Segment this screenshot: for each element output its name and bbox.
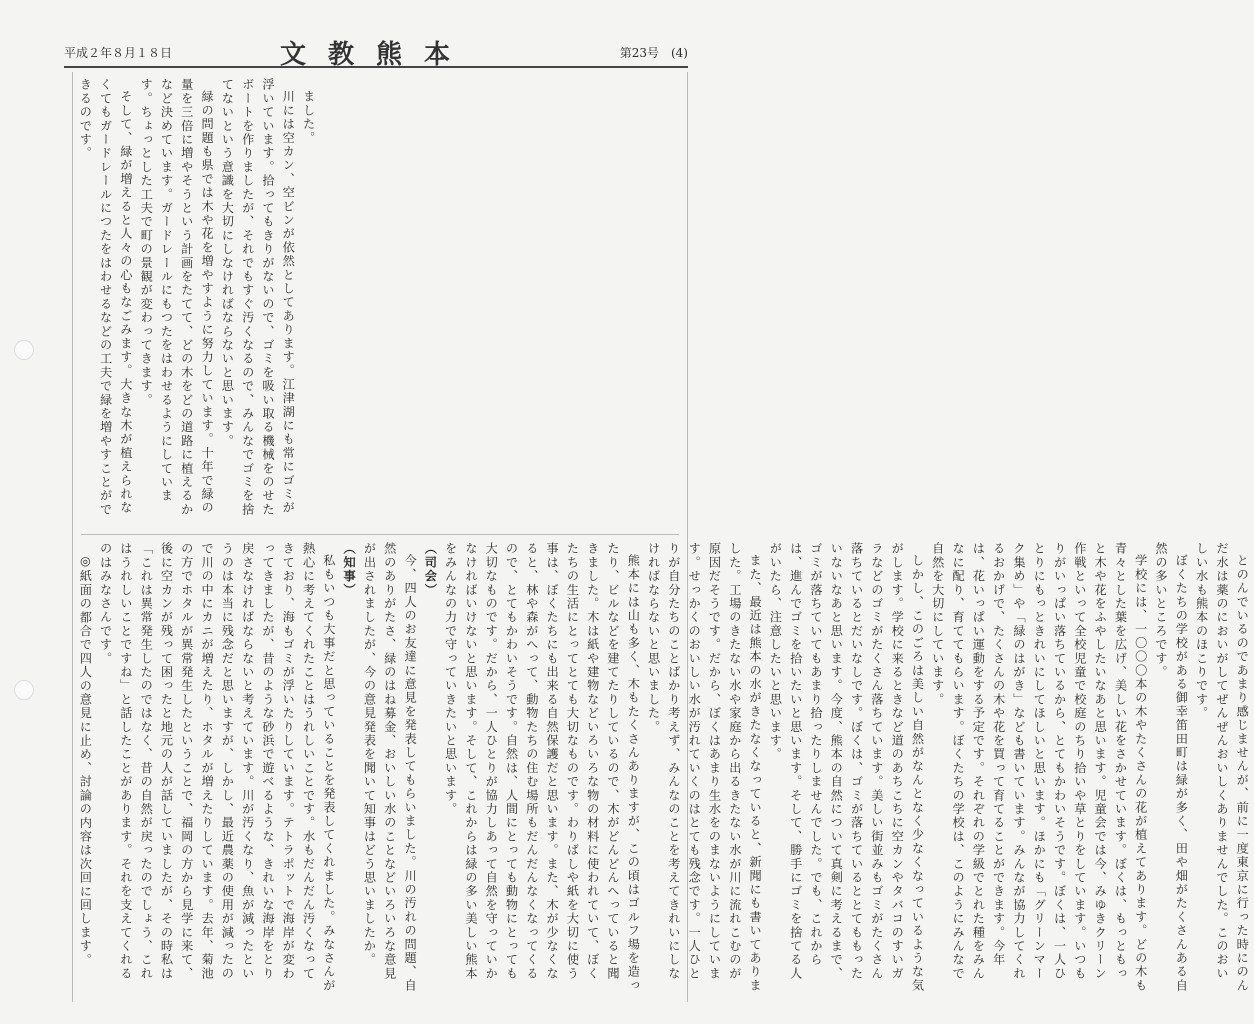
- upper-text-block: [73, 78, 687, 528]
- newsletter-title: 文教熊本: [279, 40, 472, 70]
- page-header: [64, 32, 688, 68]
- paragraph: 今、四人のお友達に意見を発表してもらいました。川の汚れの問題、自然のありがたさ、緑のはね募金、おいしい水のことなどいろいろな意見が出されましたが、今の意見発表を聞いて知事はどう思いましたか。: [362, 542, 418, 993]
- paragraph: 川には空カン、空ビンが依然としてあります。江津湖にも常にゴミが浮いています。拾ってもきりがないので、ゴミを吸い取る機械をのせたボートを作りましたが、それでもすぐ汚くなるので、みんなでゴミを捨てないという意識を大切にしなければならないと思います。: [220, 78, 296, 517]
- paragraph: 私もいつも大事だと思っていることを発表してくれました。みなさんが熱心に考えてくれたことはうれしいことです。水もだんだん汚くなってきており、海もゴミが浮いたりしています。テトラポットで海岸が変わってきましたが、昔のような砂浜で遊べるような、きれいな海岸をとり戻さなければならないと考えています。川が汚くなり、魚が減ったというのは本当に残念だと思いますが、しかし、最近農薬の使用が減ったので川の中にカニが増えたり、ホタルが増えたりしています。去年、菊池の方でホタルが異常発生したということで、福岡の方から見学に来て、後に空カンが残って困ったと地元の人が話していましたが、その時私は「これは異常発生したのではなく、昔の自然が戻ったのでしょう、これはうれしいことですね」と話したことがあります。それを支えてくれるのはみなさんです。: [98, 542, 336, 993]
- paragraph: 熊本には山も多く、木もたくさんありますが、この頃はゴルフ場を造ったり、ビルなどを建てたりしているので、木がどんどんへっていると聞きました。木は紙や建物などいろいろな物の材料に使われていて、ぼくたちの生活にとってとても大切なものです。わりばしや紙を大切に使う事は、ぼくたちにも出来る自然保護だと思います。また、木が少なくなると、林や森がへって、動物たちの住む場所もだんだんなくなってくるので、とてもかわいそうです。自然は、人間にとっても動物にとっても大切なものです。だから、一人ひとりが協力しあって自然を守っていかなければいけないと思います。そして、これからは緑の多い美しい熊本をみんなの力で守っていきたいと思います。: [443, 542, 641, 993]
- paragraph: ◎紙面の都合で四人の意見に止め、討論の内容は次回に回します。: [78, 554, 93, 967]
- paragraph: 学校には、一〇〇〇本の木やたくさんの花が植えてあります。どの木も青々とした葉を広げ、美しい花をさかせています。ぼくは、もっともっと木や花をふやしたいなあと思います。児童会では今、みゆきクリーン作戦といって全校児童で校庭のちり拾いや草とりをしています。いつもりがいっぱい落ちているから、とてもかわいそうです。ぼくは、一人ひとりにもっときれいにしてほしいと思います。ほかにも「グリーンマーク集め」や「緑のはがき」なども書いています。みんなが協力してくれるおかげで、たくさんの木や花を買って育てることができます。今年は、花いっぱい運動をする予定です。それぞれの学級でとれた種をみんなに配り、育ててもらいます。ぼくたちの学校は、このようにみんなで自然を大切にしています。: [930, 542, 1148, 993]
- paragraph: ぼくたちの学校がある御幸笛田町は緑が多く、田や畑がたくさんある自然の多いところです。: [1154, 542, 1189, 993]
- lower-text-block: [73, 542, 1250, 994]
- article-body: [72, 72, 1250, 1002]
- punch-hole-icon: [14, 340, 34, 360]
- punch-hole-icon: [14, 680, 34, 700]
- paragraph: そして、緑が増えると人々の心もなごみます。大きな木が植えられなくてもガードレールにつたをはわせるなどの工夫で緑を増やすことができるのです。: [78, 78, 133, 517]
- paragraph: ました。: [301, 90, 316, 145]
- paragraph: 緑の問題も県では木や花を増やすように努力しています。十年で緑の量を三倍に増やそうという計画をたてて、どの木をどの道路に植えるかなど決めています。ガードレールにもつたをはわせるようにしています。ちょっとした工夫で町の景観が変わってきます。: [139, 78, 215, 517]
- paragraph: （知事）: [342, 542, 357, 597]
- paragraph: また、最近は熊本の水がきたなくなっていると、新聞にも書いてありました。工場のきたない水や家庭から出るきたない水が川に流れこむのが原因だそうです。だから、ぼくはあまり生水をのまないようにしています。せっかくのおいしい水が汚れていくのはとても残念です。一人ひとりが自分たちのことばかり考えず、みんなのことを考えてきれいにしなければならないと思いました。: [646, 542, 763, 993]
- block-divider: [81, 534, 679, 535]
- upper-vertical-text: [73, 78, 321, 528]
- header-rule: [64, 66, 688, 68]
- issue-number: 第23号 (4): [619, 46, 688, 60]
- paragraph: しかし、このごろは美しい自然がなんとなく少なくなっているような気がします。学校に来るときなど道のあちこちに空カンやタバコのすいガラなどのゴミがたくさん落ちています。美しい街並みもゴミがたくさん落ちているとだいなしです。ぼくは、ゴミが落ちているととてももったいないなあと思います。今度、熊本の自然について真剣に考えるまで、ゴミが落ちていてもあまり拾ったりしませんでした。でも、これからは、進んでゴミを拾いたいと思います。そして、勝手にゴミを捨てる人がいたら、注意したいと思います。: [768, 542, 925, 993]
- issue-date: 平成２年８月１８日: [64, 46, 173, 60]
- paragraph: とのんでいるのであまり感じませんが、前に一度東京に行った時にのんだ水は薬のにおいがしてぜんぜんおいしくありませんでした。このおいしい水も熊本のほこりです。: [1194, 542, 1250, 993]
- lower-vertical-text: [73, 542, 1254, 994]
- paragraph: （司会）: [423, 542, 438, 597]
